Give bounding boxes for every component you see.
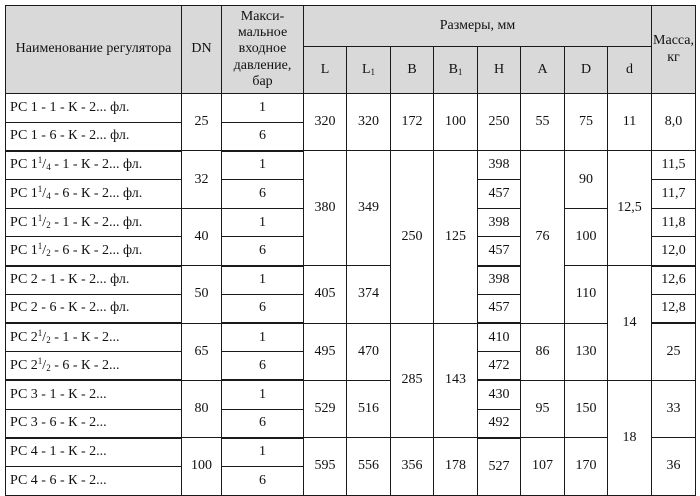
mass-cell: 12,6 <box>652 266 696 295</box>
L-cell: 405 <box>304 266 347 323</box>
H-cell: 398 <box>478 266 521 295</box>
header-H: H <box>478 47 521 94</box>
pressure-cell: 1 <box>222 380 304 409</box>
mass-cell: 11,5 <box>652 151 696 180</box>
L-cell: 495 <box>304 323 347 380</box>
D-cell: 170 <box>565 438 608 495</box>
pressure-cell: 1 <box>222 323 304 352</box>
regulator-name: РС 2 - 6 - К - 2... фл. <box>6 294 182 323</box>
H-cell: 430 <box>478 380 521 409</box>
header-d: d <box>608 47 652 94</box>
dn-cell: 100 <box>182 438 222 495</box>
H-cell: 410 <box>478 323 521 352</box>
regulator-name: РС $2^1/_2 - 6$ - К - 2... <box>6 352 182 381</box>
d-cell: 12,5 <box>608 151 652 266</box>
L1-cell: 516 <box>347 380 391 437</box>
A-cell: 55 <box>521 94 565 151</box>
H-cell: 398 <box>478 151 521 180</box>
header-mass: Масса, кг <box>652 6 696 94</box>
dn-cell: 65 <box>182 323 222 380</box>
header-B: B <box>391 47 434 94</box>
pressure-cell: 6 <box>222 352 304 381</box>
H-cell: 527 <box>478 438 521 495</box>
D-cell: 150 <box>565 380 608 437</box>
D-cell: 110 <box>565 266 608 323</box>
A-cell: 107 <box>521 438 565 495</box>
regulator-name: РС $1^1/_4 - 1$ - К - 2... фл. <box>6 151 182 180</box>
header-L: L <box>304 47 347 94</box>
dn-cell: 50 <box>182 266 222 323</box>
regulator-name: РС 4 - 6 - К - 2... <box>6 466 182 495</box>
A-cell: 95 <box>521 380 565 437</box>
pressure-cell: 6 <box>222 122 304 151</box>
B1-cell: 100 <box>434 94 478 151</box>
D-cell: 130 <box>565 323 608 380</box>
H-cell: 492 <box>478 409 521 438</box>
mass-cell: 11,8 <box>652 208 696 237</box>
B-cell: 172 <box>391 94 434 151</box>
dn-cell: 80 <box>182 380 222 437</box>
L1-cell: 470 <box>347 323 391 380</box>
pressure-cell: 1 <box>222 438 304 467</box>
B1-cell: 178 <box>434 438 478 495</box>
mass-cell: 11,7 <box>652 180 696 209</box>
L-cell: 380 <box>304 151 347 266</box>
H-cell: 250 <box>478 94 521 151</box>
header-L1: $L_1$ <box>347 47 391 94</box>
header-sizes: Размеры, мм <box>304 6 652 47</box>
L-cell: 320 <box>304 94 347 151</box>
mass-cell: 12,0 <box>652 237 696 266</box>
header-pressure: Макси-мальное входное давление, бар <box>222 6 304 94</box>
H-cell: 472 <box>478 352 521 381</box>
H-cell: 457 <box>478 180 521 209</box>
D-cell: 90 <box>565 151 608 208</box>
regulator-name: РС 1 - 6 - К - 2... фл. <box>6 122 182 151</box>
d-cell: 14 <box>608 266 652 381</box>
pressure-cell: 1 <box>222 94 304 123</box>
mass-cell: 8,0 <box>652 94 696 151</box>
L1-cell: 320 <box>347 94 391 151</box>
H-cell: 457 <box>478 294 521 323</box>
D-cell: 75 <box>565 94 608 151</box>
regulator-name: РС 4 - 1 - К - 2... <box>6 438 182 467</box>
regulator-name: РС 1 - 1 - К - 2... фл. <box>6 94 182 123</box>
header-A: A <box>521 47 565 94</box>
d-cell: 18 <box>608 380 652 495</box>
regulator-name: РС $1^1/_2 - 1$ - К - 2... фл. <box>6 208 182 237</box>
L1-cell: 374 <box>347 266 391 323</box>
mass-cell: 12,8 <box>652 294 696 323</box>
regulator-name: РС $1^1/_4 - 6$ - К - 2... фл. <box>6 180 182 209</box>
regulator-name: РС 3 - 1 - К - 2... <box>6 380 182 409</box>
regulator-name: РС $2^1/_2 - 1$ - К - 2... <box>6 323 182 352</box>
pressure-cell: 6 <box>222 409 304 438</box>
L1-cell: 556 <box>347 438 391 495</box>
pressure-cell: 1 <box>222 151 304 180</box>
pressure-cell: 6 <box>222 294 304 323</box>
B-cell: 285 <box>391 323 434 438</box>
dn-cell: 40 <box>182 208 222 265</box>
pressure-cell: 6 <box>222 466 304 495</box>
H-cell: 398 <box>478 208 521 237</box>
header-dn: DN <box>182 6 222 94</box>
B-cell: 250 <box>391 151 434 323</box>
pressure-cell: 1 <box>222 266 304 295</box>
A-cell: 76 <box>521 151 565 323</box>
regulator-dimensions-table <box>5 5 696 496</box>
header-B1: $B_1$ <box>434 47 478 94</box>
pressure-cell: 6 <box>222 180 304 209</box>
header-name: Наименование регулятора <box>6 6 182 94</box>
dn-cell: 25 <box>182 94 222 151</box>
mass-cell: 33 <box>652 380 696 437</box>
B1-cell: 143 <box>434 323 478 438</box>
B-cell: 356 <box>391 438 434 495</box>
regulator-name: РС 3 - 6 - К - 2... <box>6 409 182 438</box>
L-cell: 529 <box>304 380 347 437</box>
D-cell: 100 <box>565 208 608 265</box>
pressure-cell: 1 <box>222 208 304 237</box>
B1-cell: 125 <box>434 151 478 323</box>
pressure-cell: 6 <box>222 237 304 266</box>
H-cell: 457 <box>478 237 521 266</box>
d-cell: 11 <box>608 94 652 151</box>
regulator-name: РС $1^1/_2 - 6$ - К - 2... фл. <box>6 237 182 266</box>
L-cell: 595 <box>304 438 347 495</box>
L1-cell: 349 <box>347 151 391 266</box>
regulator-name: РС 2 - 1 - К - 2... фл. <box>6 266 182 295</box>
header-D: D <box>565 47 608 94</box>
mass-cell: 25 <box>652 323 696 380</box>
A-cell: 86 <box>521 323 565 380</box>
dn-cell: 32 <box>182 151 222 208</box>
mass-cell: 36 <box>652 438 696 495</box>
